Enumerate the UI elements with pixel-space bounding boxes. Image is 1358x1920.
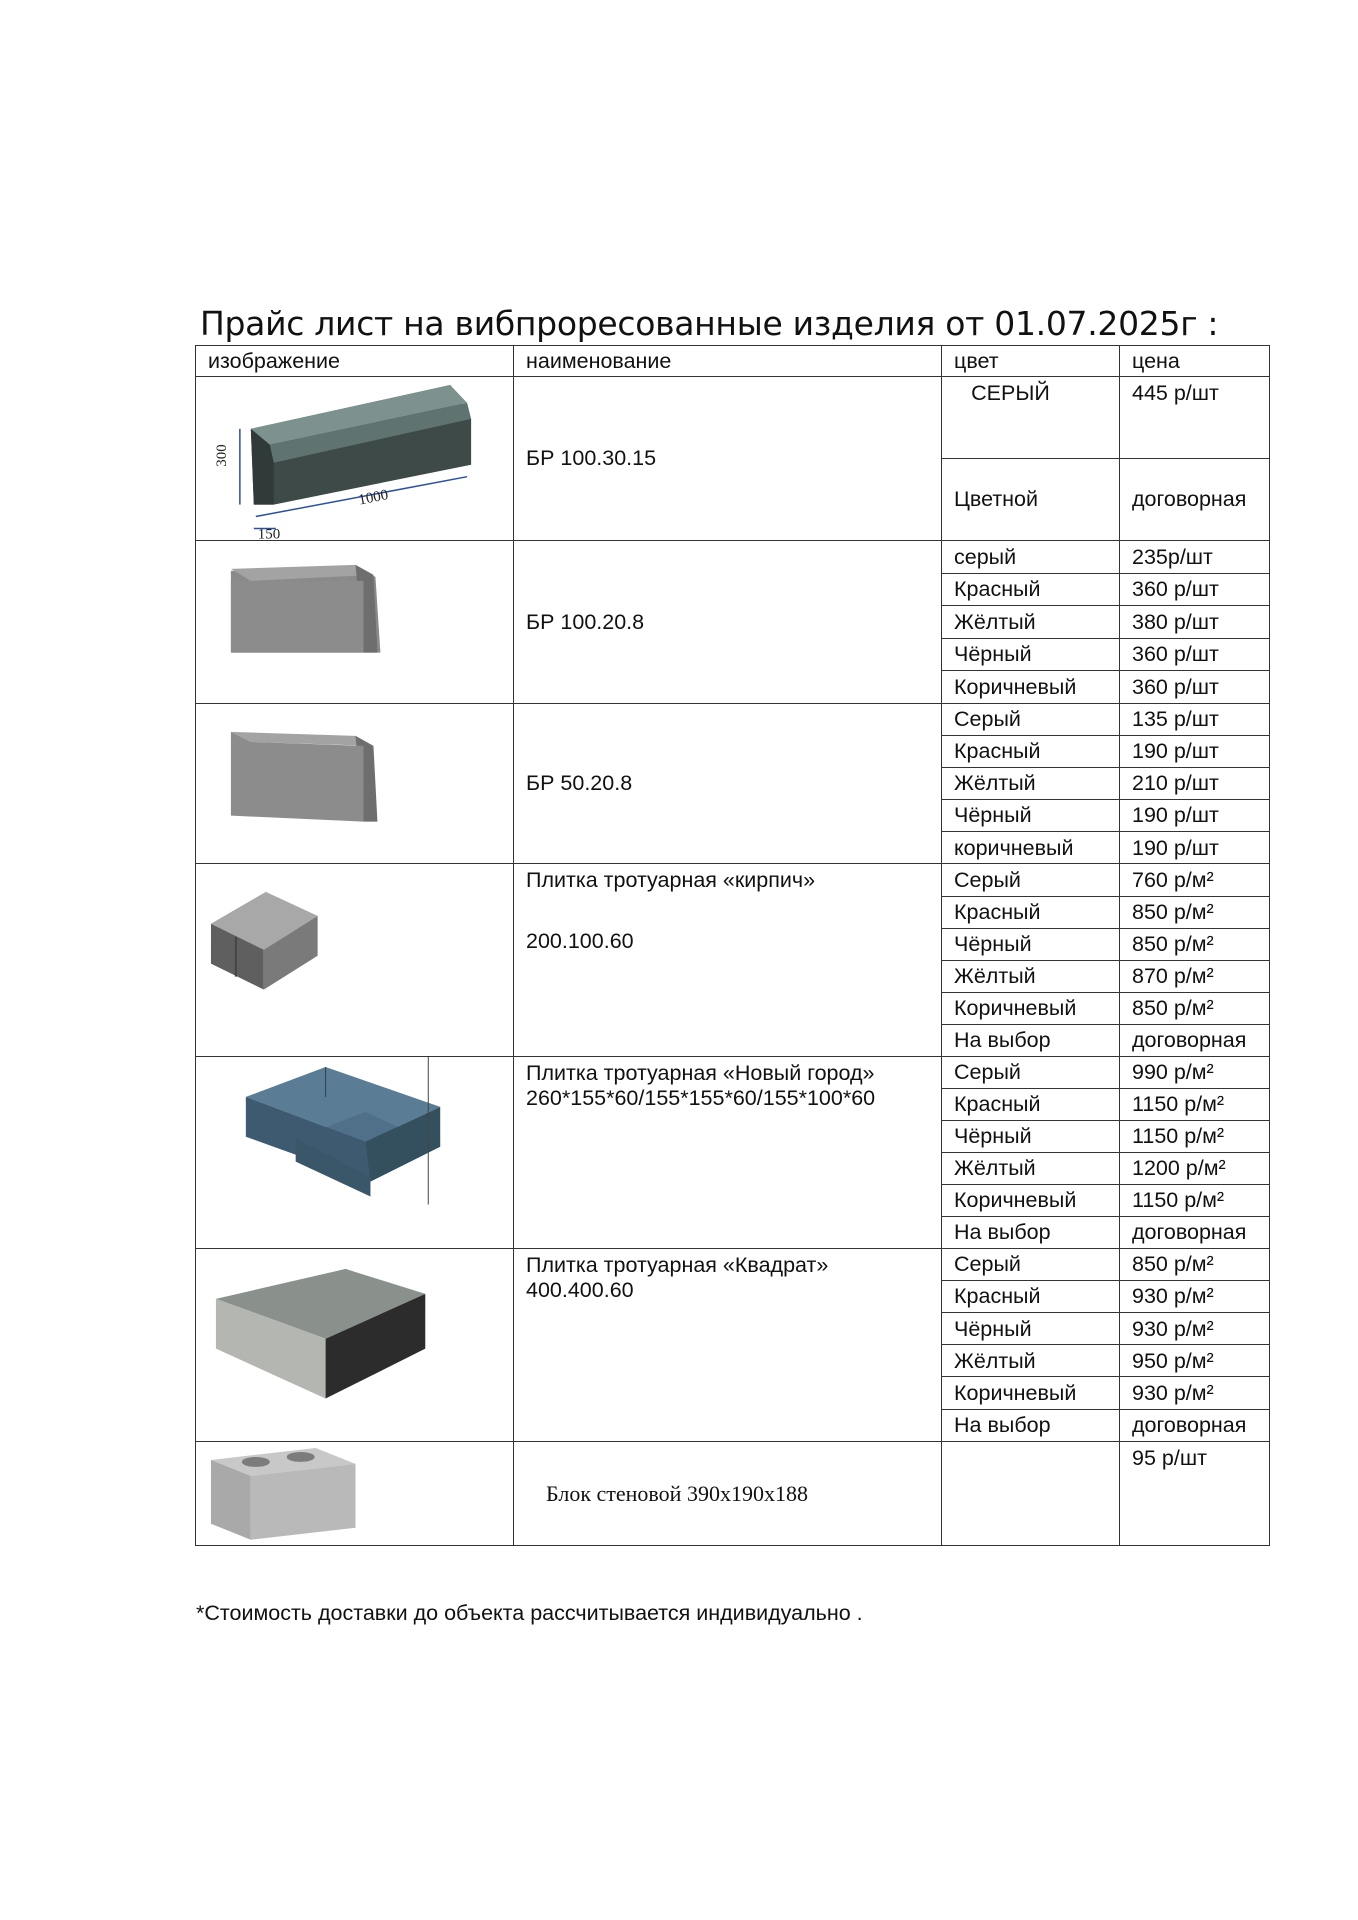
- color-cell: коричневый: [942, 832, 1120, 864]
- color-cell: Серый: [942, 1056, 1120, 1088]
- color-cell: СЕРЫЙ: [942, 377, 1120, 459]
- color-cell: Коричневый: [942, 1185, 1120, 1217]
- product-image: [196, 1056, 514, 1248]
- brick-paver-icon: [196, 864, 513, 1055]
- product-name: БР 100.30.15: [514, 377, 942, 541]
- color-cell: На выбор: [942, 1217, 1120, 1249]
- price-cell: 95 р/шт: [1120, 1441, 1270, 1546]
- color-cell: Красный: [942, 1088, 1120, 1120]
- color-cell: Серый: [942, 1249, 1120, 1281]
- product-image: [196, 1249, 514, 1441]
- color-cell: Чёрный: [942, 638, 1120, 670]
- header-price: цена: [1120, 346, 1270, 377]
- price-table: [195, 345, 1270, 1546]
- color-cell: Чёрный: [942, 928, 1120, 960]
- color-cell: Жёлтый: [942, 1153, 1120, 1185]
- product-name: [514, 1056, 942, 1248]
- price-cell: 1150 р/м²: [1120, 1185, 1270, 1217]
- curb-stone-short-icon: [196, 704, 513, 863]
- table-row: [196, 864, 1270, 896]
- price-cell: 1150 р/м²: [1120, 1088, 1270, 1120]
- product-name-line1: Плитка тротуарная «кирпич»: [526, 868, 816, 893]
- price-cell: 850 р/м²: [1120, 992, 1270, 1024]
- table-row: [196, 1249, 1270, 1281]
- header-color: цвет: [942, 346, 1120, 377]
- product-name: [514, 864, 942, 1056]
- square-paver-icon: [196, 1249, 513, 1440]
- table-row: [196, 1441, 1270, 1546]
- product-name: Блок стеновой 390х190х188: [514, 1441, 942, 1546]
- price-cell: 1200 р/м²: [1120, 1153, 1270, 1185]
- price-cell: 1150 р/м²: [1120, 1120, 1270, 1152]
- price-cell: 930 р/м²: [1120, 1313, 1270, 1345]
- header-name: наименование: [514, 346, 942, 377]
- price-cell: 850 р/м²: [1120, 928, 1270, 960]
- product-image: [196, 541, 514, 703]
- color-cell: На выбор: [942, 1409, 1120, 1441]
- table-row: [196, 541, 1270, 573]
- price-cell: 210 р/шт: [1120, 768, 1270, 800]
- price-cell: 190 р/шт: [1120, 832, 1270, 864]
- color-cell: Красный: [942, 736, 1120, 768]
- product-size: 260*155*60/155*155*60/155*100*60: [526, 1085, 876, 1110]
- color-cell: На выбор: [942, 1024, 1120, 1056]
- color-cell: Жёлтый: [942, 960, 1120, 992]
- color-cell: Красный: [942, 573, 1120, 605]
- curb-stone-icon: [196, 541, 513, 702]
- price-cell: 190 р/шт: [1120, 736, 1270, 768]
- color-cell: Красный: [942, 1281, 1120, 1313]
- price-cell: 360 р/шт: [1120, 573, 1270, 605]
- color-cell: Серый: [942, 703, 1120, 735]
- color-cell: Чёрный: [942, 800, 1120, 832]
- price-cell: 190 р/шт: [1120, 800, 1270, 832]
- product-name: БР 100.20.8: [514, 541, 942, 703]
- product-name-line1: Плитка тротуарная «Квадрат»: [526, 1253, 829, 1278]
- table-row: [196, 377, 1270, 459]
- price-cell: 990 р/м²: [1120, 1056, 1270, 1088]
- price-cell: 235р/шт: [1120, 541, 1270, 573]
- price-cell: 360 р/шт: [1120, 671, 1270, 704]
- color-cell: Красный: [942, 896, 1120, 928]
- color-cell: [942, 1441, 1120, 1546]
- price-cell: 445 р/шт: [1120, 377, 1270, 459]
- page-title: Прайс лист на вибпроресованные изделия от 01.07.2025г :: [200, 304, 1219, 343]
- product-name: [514, 1249, 942, 1441]
- price-cell: 850 р/м²: [1120, 1249, 1270, 1281]
- product-name: БР 50.20.8: [514, 703, 942, 863]
- color-cell: Коричневый: [942, 992, 1120, 1024]
- svg-text:300: 300: [213, 444, 230, 467]
- price-cell: договорная: [1120, 459, 1270, 541]
- new-city-paver-icon: [196, 1057, 513, 1248]
- table-row: [196, 1056, 1270, 1088]
- color-cell: Цветной: [942, 459, 1120, 541]
- color-cell: Жёлтый: [942, 1345, 1120, 1377]
- product-image: [196, 1441, 514, 1546]
- price-cell: 135 р/шт: [1120, 703, 1270, 735]
- price-cell: 870 р/м²: [1120, 960, 1270, 992]
- color-cell: Чёрный: [942, 1120, 1120, 1152]
- product-size: 400.400.60: [526, 1277, 634, 1302]
- color-cell: Жёлтый: [942, 606, 1120, 638]
- product-image: [196, 864, 514, 1056]
- wall-block-icon: [196, 1442, 513, 1546]
- color-cell: Серый: [942, 864, 1120, 896]
- product-image: [196, 377, 514, 541]
- price-cell: 930 р/м²: [1120, 1281, 1270, 1313]
- color-cell: Коричневый: [942, 1377, 1120, 1409]
- price-cell: договорная: [1120, 1409, 1270, 1441]
- color-cell: Жёлтый: [942, 768, 1120, 800]
- color-cell: Чёрный: [942, 1313, 1120, 1345]
- price-cell: 850 р/м²: [1120, 896, 1270, 928]
- product-image: [196, 703, 514, 863]
- svg-text:150: 150: [257, 526, 281, 541]
- product-name-line1: Плитка тротуарная «Новый город»: [526, 1060, 875, 1085]
- delivery-footnote: *Стоимость доставки до объекта рассчитывается индивидуально .: [196, 1601, 863, 1625]
- price-cell: договорная: [1120, 1024, 1270, 1056]
- table-row: [196, 703, 1270, 735]
- svg-text:1000: 1000: [357, 487, 390, 509]
- price-cell: 760 р/м²: [1120, 864, 1270, 896]
- color-cell: Коричневый: [942, 671, 1120, 704]
- price-cell: 380 р/шт: [1120, 606, 1270, 638]
- curb-stone-large-icon: [196, 377, 513, 540]
- table-header-row: [196, 346, 1270, 377]
- price-cell: договорная: [1120, 1217, 1270, 1249]
- price-cell: 360 р/шт: [1120, 638, 1270, 670]
- price-cell: 950 р/м²: [1120, 1345, 1270, 1377]
- price-cell: 930 р/м²: [1120, 1377, 1270, 1409]
- product-size: 200.100.60: [526, 929, 634, 954]
- header-image: изображение: [196, 346, 514, 377]
- color-cell: серый: [942, 541, 1120, 573]
